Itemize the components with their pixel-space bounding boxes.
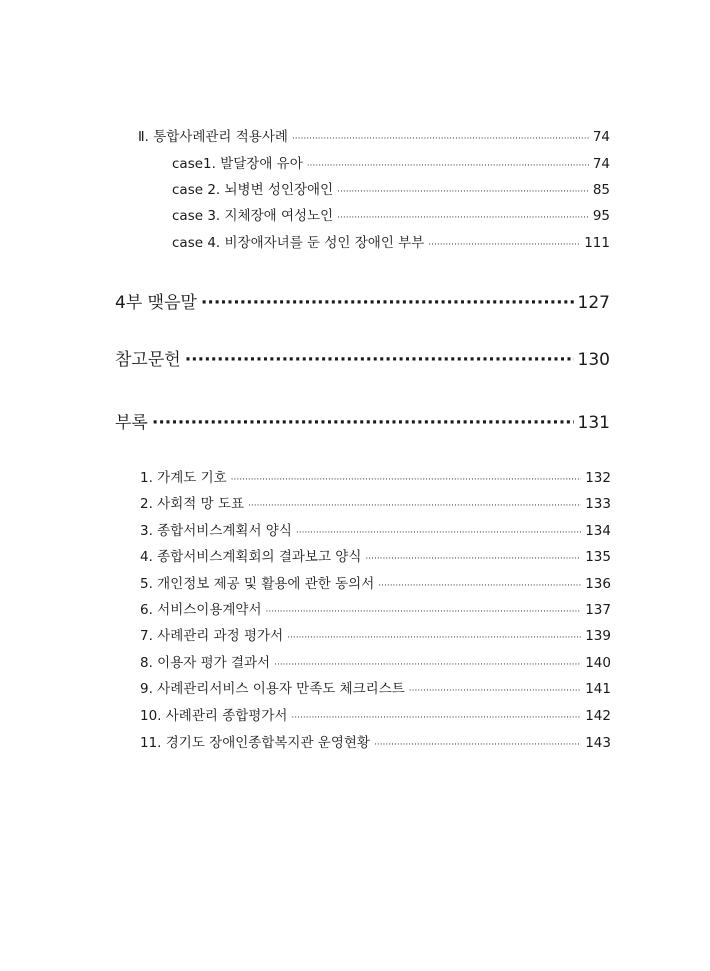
toc-entry-section-ii[interactable]	[138, 125, 610, 145]
dot-leader	[337, 213, 589, 223]
toc-entry-title: 7. 사례관리 과정 평가서	[140, 628, 284, 644]
dot-leader	[274, 660, 581, 670]
toc-entry-case-4[interactable]	[172, 231, 610, 251]
toc-entry-title: 4부 맺음말	[115, 293, 197, 313]
toc-entry-title: 참고문헌	[115, 350, 181, 370]
toc-entry-appendix-3[interactable]	[140, 519, 611, 539]
dot-leader	[378, 581, 581, 591]
toc-entry-title: 8. 이용자 평가 결과서	[140, 655, 271, 671]
dot-leader	[296, 528, 581, 538]
toc-entry-title: 6. 서비스이용계약서	[140, 602, 262, 618]
toc-entry-page: 131	[577, 413, 610, 433]
toc-entry-appendix-2[interactable]	[140, 492, 611, 512]
dot-leader	[287, 633, 581, 643]
toc-entry-appendix-7[interactable]	[140, 624, 611, 644]
dot-leader	[185, 350, 574, 370]
dot-leader	[231, 475, 582, 485]
toc-entry-page: 141	[585, 681, 611, 697]
toc-entry-title: case1. 발달장애 유아	[172, 156, 303, 172]
toc-entry-title: 3. 종합서비스계획서 양식	[140, 523, 292, 539]
toc-entry-title: case 2. 뇌병변 성인장애인	[172, 182, 334, 198]
toc-entry-page: 139	[585, 628, 611, 644]
toc-entry-page: 135	[585, 549, 611, 565]
toc-entry-page: 74	[592, 129, 610, 145]
dot-leader	[337, 187, 589, 197]
toc-entry-part4[interactable]	[115, 288, 610, 313]
toc-entry-title: case 4. 비장애자녀를 둔 성인 장애인 부부	[172, 235, 425, 251]
toc-entry-title: 2. 사회적 망 도표	[140, 496, 244, 512]
toc-entry-appendix-8[interactable]	[140, 651, 611, 671]
toc-entry-page: 136	[585, 576, 611, 592]
toc-entry-page: 85	[592, 182, 610, 198]
toc-entry-case-3[interactable]	[172, 204, 610, 224]
dot-leader	[292, 134, 589, 144]
toc-entry-page: 132	[585, 470, 611, 486]
toc-entry-appendix-10[interactable]	[140, 704, 611, 724]
toc-entry-page: 142	[585, 708, 611, 724]
toc-entry-title: 10. 사례관리 종합평가서	[140, 708, 288, 724]
toc-entry-title: Ⅱ. 통합사례관리 적용사례	[138, 129, 288, 145]
dot-leader	[291, 713, 581, 723]
toc-entry-page: 111	[584, 235, 610, 251]
toc-entry-appendix-6[interactable]	[140, 598, 611, 618]
toc-entry-page: 74	[592, 156, 610, 172]
dot-leader	[201, 293, 574, 313]
toc-entry-case-2[interactable]	[172, 178, 610, 198]
toc-entry-title: 5. 개인정보 제공 및 활용에 관한 동의서	[140, 576, 375, 592]
toc-entry-appendix-5[interactable]	[140, 572, 611, 592]
toc-entry-appendix-11[interactable]	[140, 731, 611, 751]
dot-leader	[266, 607, 582, 617]
toc-entry-title: 9. 사례관리서비스 이용자 만족도 체크리스트	[140, 681, 405, 697]
toc-entry-page: 137	[585, 602, 611, 618]
dot-leader	[365, 554, 581, 564]
toc-entry-appendix[interactable]	[115, 408, 610, 433]
dot-leader	[248, 501, 581, 511]
toc-entry-title: 4. 종합서비스계획회의 결과보고 양식	[140, 549, 362, 565]
dot-leader	[409, 686, 581, 696]
toc-entry-appendix-1[interactable]	[140, 466, 611, 486]
toc-entry-title: 1. 가계도 기호	[140, 470, 227, 486]
toc-entry-page: 133	[585, 496, 611, 512]
toc-entry-title: 부록	[115, 413, 148, 433]
toc-entry-page: 95	[592, 208, 610, 224]
toc-entry-title: case 3. 지체장애 여성노인	[172, 208, 334, 224]
toc-entry-appendix-4[interactable]	[140, 545, 611, 565]
dot-leader	[428, 240, 580, 250]
toc-entry-case-1[interactable]	[172, 152, 610, 172]
toc-entry-page: 134	[585, 523, 611, 539]
dot-leader	[307, 161, 589, 171]
toc-entry-title: 11. 경기도 장애인종합복지관 운영현황	[140, 735, 370, 751]
dot-leader	[152, 413, 574, 433]
toc-entry-references[interactable]	[115, 345, 610, 370]
toc-entry-page: 140	[585, 655, 611, 671]
toc-entry-page: 127	[577, 293, 610, 313]
toc-entry-page: 130	[577, 350, 610, 370]
dot-leader	[374, 740, 581, 750]
toc-entry-page: 143	[585, 735, 611, 751]
toc-entry-appendix-9[interactable]	[140, 677, 611, 697]
